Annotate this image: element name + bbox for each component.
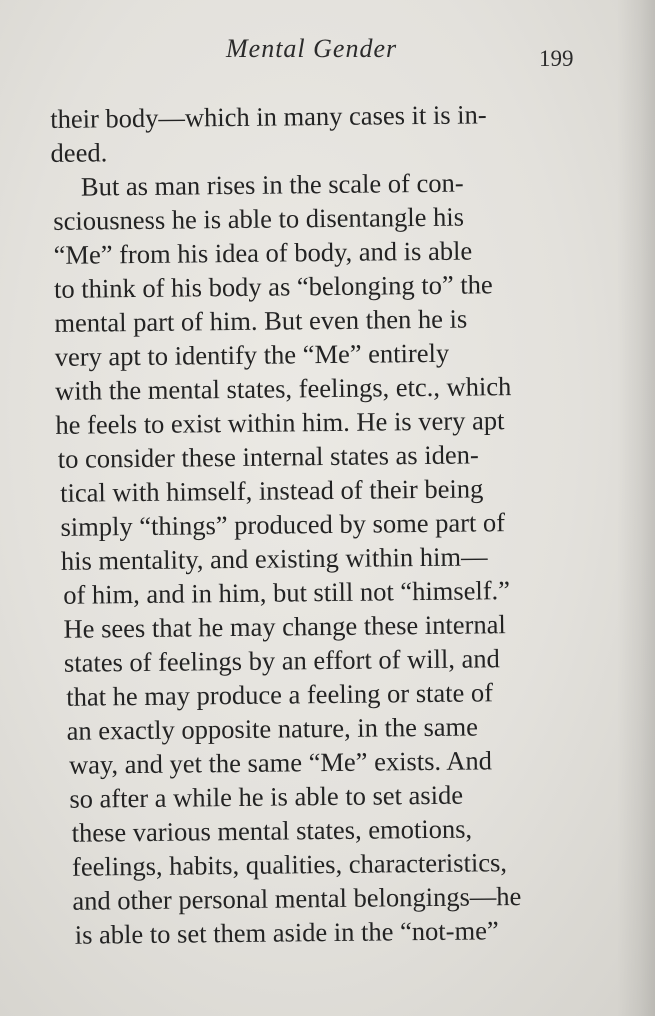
text-line: sciousness he is able to disentangle his (53, 201, 465, 236)
text-line: with the mental states, feelings, etc., which (54, 371, 512, 406)
text-line: is able to set them aside in the “not-me” (74, 915, 499, 950)
text-line: an exactly opposite nature, in the same (66, 711, 479, 746)
text-line: these various mental states, emotions, (71, 813, 473, 848)
text-line: and other personal mental belongings—he (72, 881, 522, 916)
body-text (0, 92, 655, 959)
text-line: mental part of him. But even then he is (54, 303, 468, 338)
text-line: tical with himself, instead of their being (59, 473, 484, 508)
text-line: feelings, habits, qualities, characteristics, (71, 847, 508, 882)
text-line: that he may produce a feeling or state of (66, 677, 494, 712)
text-line: very apt to identify the “Me” entirely (54, 337, 450, 372)
running-head-title: Mental Gender (226, 34, 398, 63)
text-line: But as man rises in the scale of con- (80, 167, 464, 202)
text-line: “Me” from his idea of body, and is able (53, 235, 473, 270)
text-line: states of feelings by an effort of will, and (63, 643, 500, 678)
text-line: their body—which in many cases it is in- (50, 99, 487, 134)
text-line: deed. (50, 137, 108, 168)
text-line: his mentality, and existing within him— (60, 541, 488, 576)
text-line: he feels to exist within him. He is very apt (55, 405, 505, 440)
text-line: simply “things” produced by some part of (60, 507, 506, 542)
text-line: to think of his body as “belonging to” the (53, 269, 493, 304)
text-line: way, and yet the same “Me” exists. And (68, 745, 493, 780)
text-line: of him, and in him, but still not “himself.” (63, 575, 511, 610)
text-line: He sees that he may change these internal (63, 609, 506, 644)
text-line: so after a while he is able to set aside (69, 779, 464, 814)
text-line: to consider these internal states as iden- (57, 439, 479, 474)
page-number: 199 (539, 46, 574, 71)
